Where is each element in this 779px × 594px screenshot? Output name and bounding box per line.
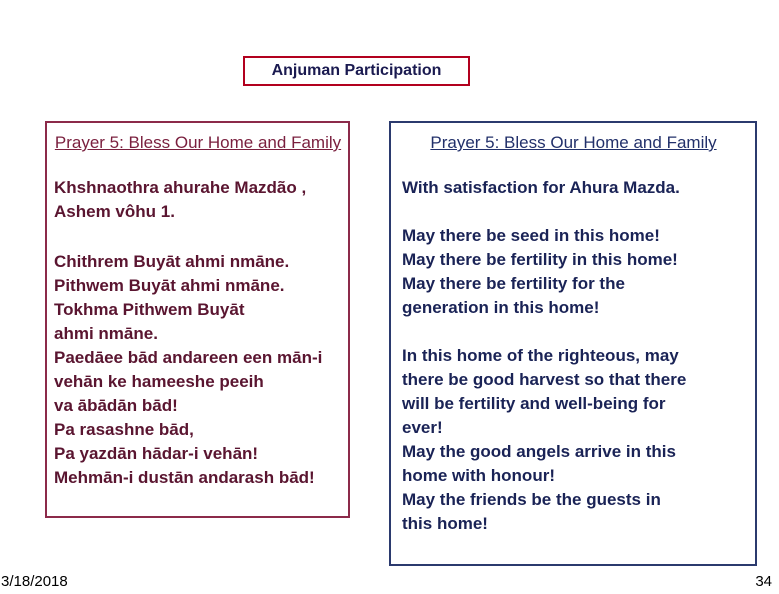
left-paragraph-1: Khshnaothra ahurahe Mazdão , Ashem vôhu 1. [54, 178, 307, 221]
left-panel-heading: Prayer 5: Bless Our Home and Family [54, 133, 342, 152]
translation-panel [389, 121, 757, 566]
right-paragraph-1: With satisfaction for Ahura Mazda. [402, 178, 680, 197]
right-paragraph-3: In this home of the righteous, may there be good harvest so that there will be fertility and well-being for ever! May the good angels arrive in this home with honour! May the friends be the guests in this home! [402, 346, 687, 533]
avestan-text-panel [45, 121, 350, 518]
left-paragraph-2: Chithrem Buyāt ahmi nmāne. Pithwem Buyāt ahmi nmāne. Tokhma Pithwem Buyāt ahmi nmāne. Paedāee bād andareen een mān-i vehān ke hameeshe peeih va ābādān bād! Pa rasashne bād, Pa yazdān hādar-i vehān! Mehmān-i dustān andarash bād! [54, 252, 323, 487]
slide-title: Anjuman Participation [243, 56, 470, 86]
right-panel-heading: Prayer 5: Bless Our Home and Family [430, 133, 717, 152]
page-number: 34 [755, 573, 772, 590]
footer-date: 3/18/2018 [1, 573, 68, 590]
right-paragraph-2: May there be seed in this home! May there be fertility in this home! May there be fertility for the generation in this home! [402, 226, 678, 317]
